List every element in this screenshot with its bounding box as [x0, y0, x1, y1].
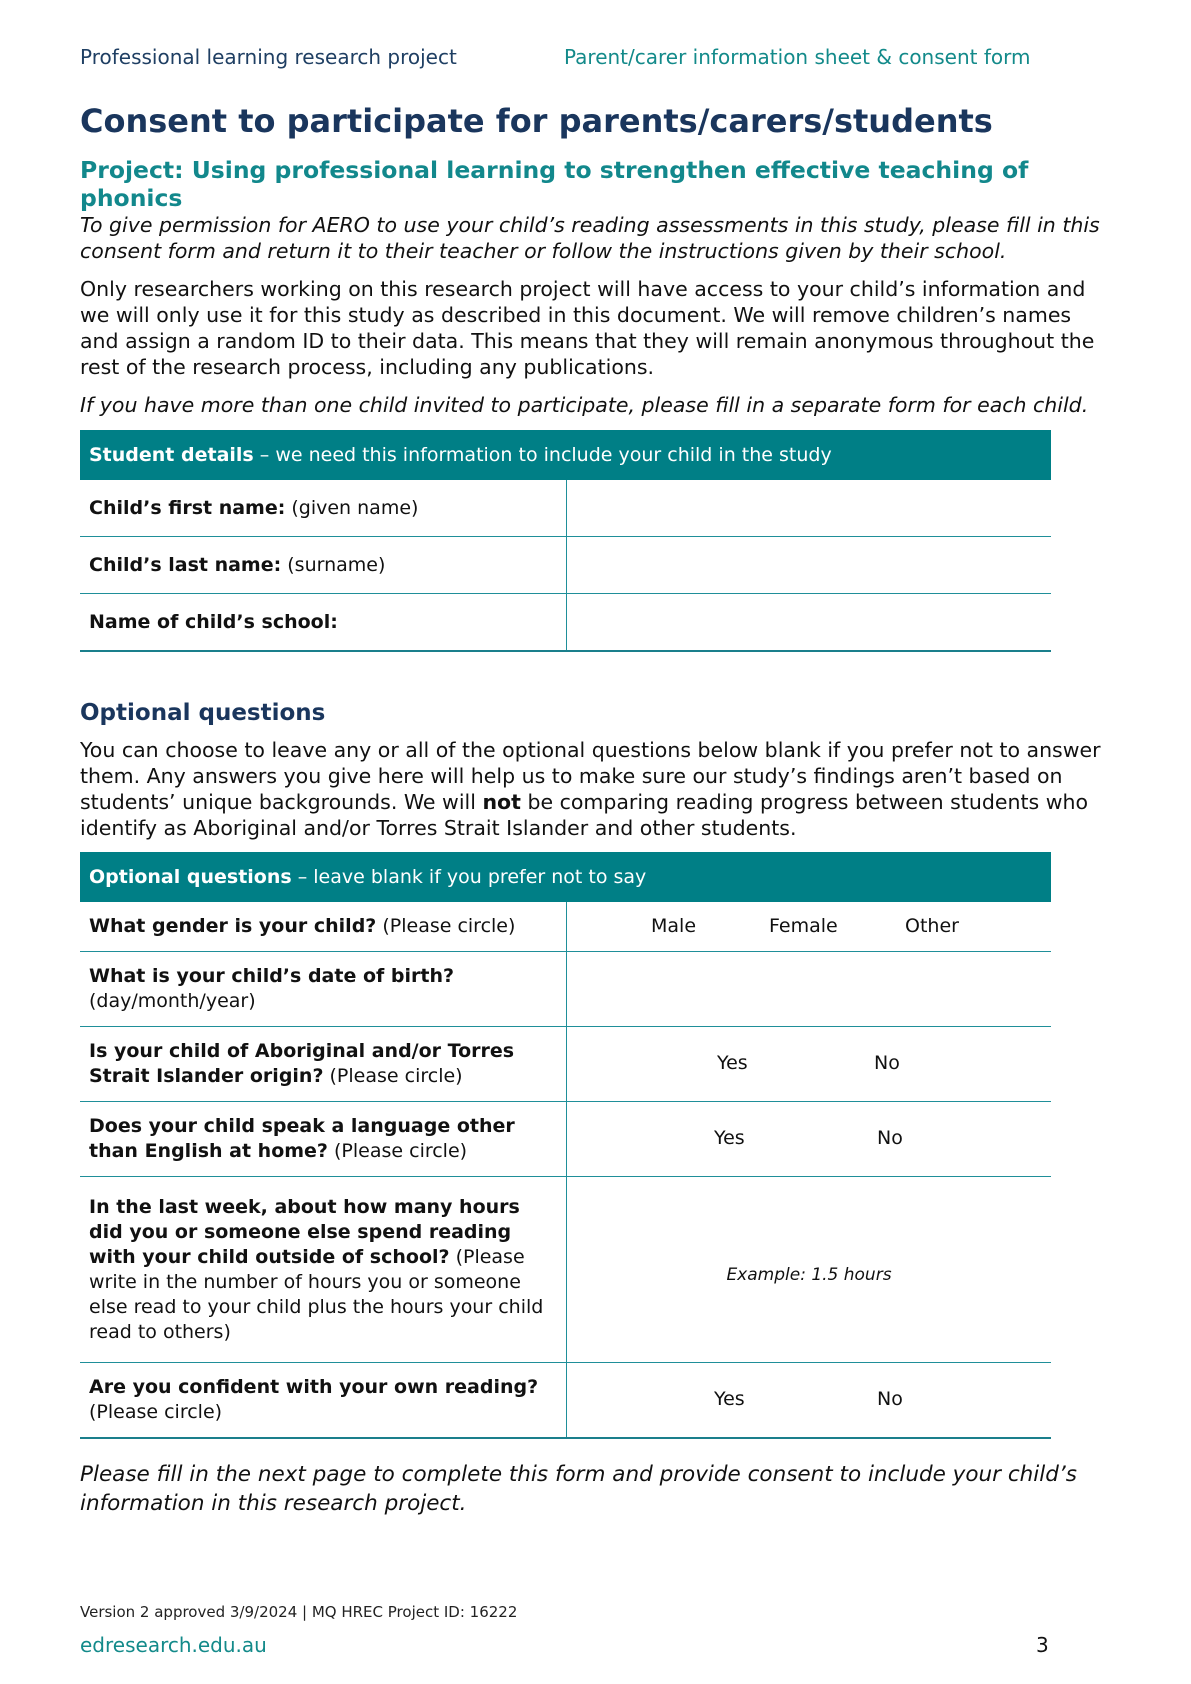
table-row	[80, 480, 1051, 537]
reading-hours-question: In the last week, about how many hours did you or someone else spend reading with your child outside of school? (Please write in the number of hours you or someone else read to your child plus the hours your child read to others)	[80, 1177, 567, 1363]
header-project-name: Professional learning research project	[80, 45, 457, 69]
aboriginal-option-no[interactable]: No	[874, 1052, 900, 1074]
language-question: Does your child speak a language other than English at home? (Please circle)	[80, 1102, 567, 1177]
gender-option-other[interactable]: Other	[905, 915, 959, 937]
table-row	[80, 537, 1051, 594]
reading-hours-field[interactable]	[567, 1177, 1052, 1363]
student-details-header: Student details – we need this information to include your child in the study	[80, 430, 1051, 480]
last-name-label: Child’s last name: (surname)	[80, 537, 567, 594]
aboriginal-options	[567, 1027, 1052, 1102]
table-row	[80, 1177, 1051, 1363]
document-page	[80, 0, 1111, 1684]
language-option-yes[interactable]: Yes	[714, 1127, 745, 1149]
student-details-table	[80, 430, 1051, 652]
dob-field[interactable]	[567, 952, 1052, 1027]
gender-option-male[interactable]: Male	[651, 915, 697, 937]
footer-version: Version 2 approved 3/9/2024 | MQ HREC Project ID: 16222	[80, 1603, 518, 1621]
page-title: Consent to participate for parents/carers/students	[80, 102, 993, 140]
optional-questions-header: Optional questions – leave blank if you prefer not to say	[80, 852, 1051, 902]
last-name-field[interactable]	[567, 537, 1052, 594]
header-document-name: Parent/carer information sheet & consent form	[564, 45, 1031, 69]
dob-question: What is your child’s date of birth? (day/month/year)	[80, 952, 567, 1027]
optional-questions-table	[80, 852, 1051, 1439]
reading-hours-example: Example: 1.5 hours	[726, 1265, 892, 1285]
gender-question: What gender is your child? (Please circle)	[80, 902, 567, 952]
language-option-no[interactable]: No	[877, 1127, 903, 1149]
table-row	[80, 594, 1051, 652]
confidence-options	[567, 1363, 1052, 1439]
multiple-children-note: If you have more than one child invited to participate, please fill in a separate form for each child.	[80, 393, 1089, 417]
table-row	[80, 1102, 1051, 1177]
aboriginal-question: Is your child of Aboriginal and/or Torres Strait Islander origin? (Please circle)	[80, 1027, 567, 1102]
gender-option-female[interactable]: Female	[769, 915, 838, 937]
project-subtitle: Project: Using professional learning to strengthen effective teaching of phonics	[80, 156, 1029, 212]
closing-instruction: Please fill in the next page to complete this form and provide consent to include your child’s information in this research project.	[80, 1462, 1077, 1516]
optional-questions-intro: You can choose to leave any or all of the optional questions below blank if you prefer not to answer them. Any answers you give here will help us to make sure our study’s findings aren’t based on students’ unique backgrounds. We will not be comparing reading progress between students who identify as Aboriginal and/or Torres Strait Islander and other students.	[80, 738, 1101, 840]
footer-website-link[interactable]: edresearch.edu.au	[80, 1633, 267, 1657]
gender-options	[567, 902, 1052, 952]
page-number: 3	[1036, 1633, 1049, 1657]
confidence-option-yes[interactable]: Yes	[714, 1388, 745, 1410]
privacy-paragraph: Only researchers working on this research project will have access to your child’s information and we will only use it for this study as described in this document. We will remove children’s names and assign a random ID to their data. This means that they will remain anonymous throughout the rest of the research process, including any publications.	[80, 277, 1095, 379]
school-name-label: Name of child’s school:	[80, 594, 567, 652]
aboriginal-option-yes[interactable]: Yes	[717, 1052, 748, 1074]
table-row	[80, 902, 1051, 952]
table-row	[80, 1363, 1051, 1439]
optional-questions-heading: Optional questions	[80, 700, 326, 726]
first-name-field[interactable]	[567, 480, 1052, 537]
confidence-option-no[interactable]: No	[877, 1388, 903, 1410]
table-row	[80, 1027, 1051, 1102]
language-options	[567, 1102, 1052, 1177]
confidence-question: Are you confident with your own reading? (Please circle)	[80, 1363, 567, 1439]
permission-instructions: To give permission for AERO to use your child’s reading assessments in this study, please fill in this consent form and return it to their teacher or follow the instructions given by their school.	[80, 213, 1100, 263]
school-name-field[interactable]	[567, 594, 1052, 652]
table-row	[80, 952, 1051, 1027]
first-name-label: Child’s first name: (given name)	[80, 480, 567, 537]
